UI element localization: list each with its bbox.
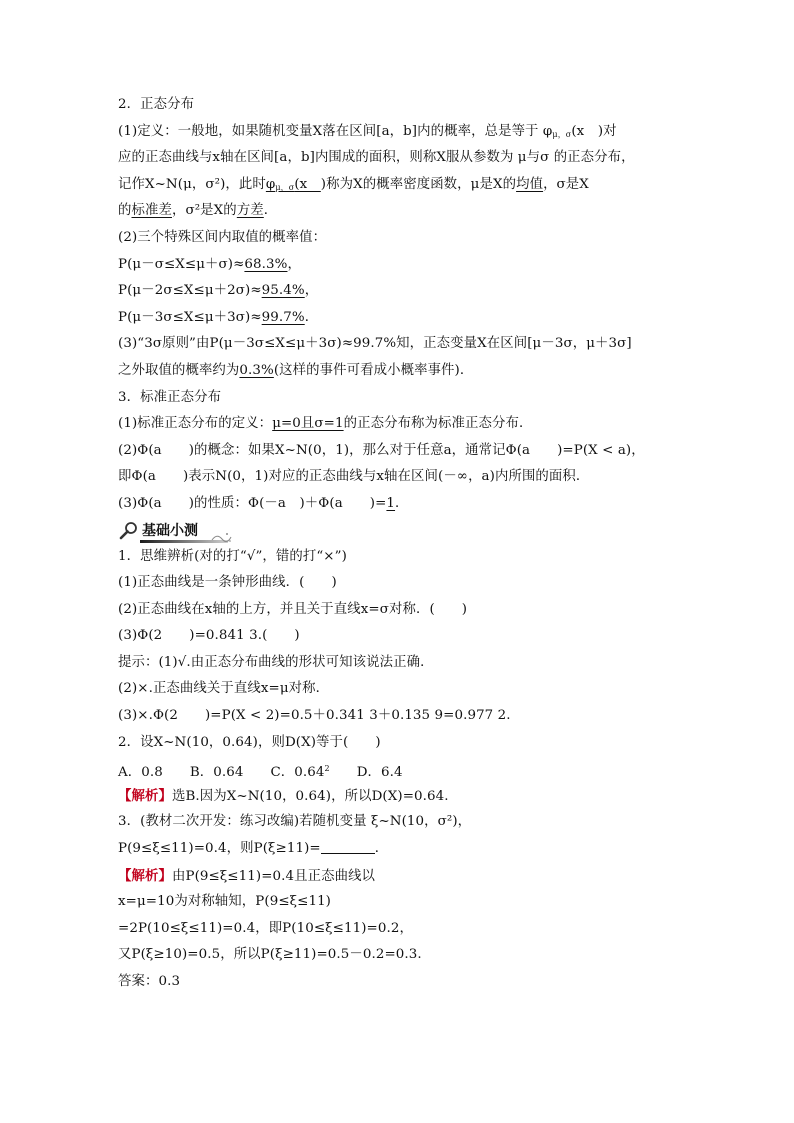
density-function-answer: $\varphi_{\mu,\sigma}(x$ (265, 176, 321, 192)
solution-label: 【解析】 (118, 787, 172, 804)
question-3-solution-1: 【解析】由P(9≤ξ≤11)=0.4且正态曲线以 (118, 867, 376, 884)
basic-quiz-title: 基础小测 (142, 522, 198, 539)
three-intervals-title: (2)三个特殊区间内取值的概率值： (118, 229, 327, 245)
question-3: 3．(教材二次开发：练习改编)若随机变量 ξ~N(10，σ²)， (118, 814, 472, 830)
solution-label: 【解析】 (118, 867, 172, 884)
question-1: 1．思维辨析(对的打“√”，错的打“×”) (118, 548, 347, 564)
definition-line-3: 记作X~N(μ，σ²)，此时$\varphi_{\mu,\sigma}(x$ )称为X的概率密度函数，μ是X的均值，σ是X (118, 176, 589, 192)
phi-concept-2: 即Φ(a )表示N(0，1)对应的正态曲线与x轴在区间(－∞，a)内所围的面积． (118, 469, 590, 485)
prob-2sigma: P(μ－2σ≤X≤μ＋2σ)≈95.4%， (118, 283, 319, 299)
prob-1sigma: P(μ－σ≤X≤μ＋σ)≈68.3%， (118, 256, 301, 272)
question-2-options: A．0.8 B．0.64 C．0.64$^2$ D．6.4 (118, 764, 403, 781)
question-2-solution: 【解析】选B.因为X~N(10，0.64)，所以D(X)=0.64. (118, 787, 449, 804)
question-3-solution-2: x=μ=10为对称轴知，P(9≤ξ≤11) (118, 894, 332, 910)
section-3-title: 3．标准正态分布 (118, 389, 222, 405)
phi-property: (3)Φ(a )的性质：Φ(－a )＋Φ(a )=1． (118, 495, 409, 511)
question-3-solution-4: 又P(ξ≥10)=0.5，所以P(ξ≥11)=0.5－0.2=0.3. (118, 947, 422, 963)
hint-1: 提示：(1)√.由正态分布曲线的形状可知该说法正确． (118, 654, 434, 670)
document-content (118, 92, 688, 996)
definition-line-2: 应的正态曲线与x轴在区间[a，b]内围成的面积，则称X服从参数为 μ与σ 的正态分布， (118, 150, 635, 166)
std-normal-def: (1)标准正态分布的定义：μ=0且σ=1的正态分布称为标准正态分布． (118, 416, 533, 432)
variance-answer: 方差 (236, 203, 264, 219)
answer-line: 答案：0.3 (118, 974, 181, 989)
hint-3: (3)×.Φ(2 )=P(X < 2)=0.5＋0.341 3＋0.135 9=0.977 2. (118, 708, 511, 724)
phi-concept-1: (2)Φ(a )的概念：如果X~N(0，1)，那么对于任意a，通常记Φ(a )=P(X < a)， (118, 442, 645, 458)
three-sigma-rule-1: (3)“3σ原则”由P(μ－3σ≤X≤μ＋3σ)≈99.7%知，正态变量X在区间[μ－3σ，μ＋3σ] (118, 336, 632, 352)
question-1-2: (2)正态曲线在x轴的上方，并且关于直线x=σ对称．( ) (118, 601, 468, 617)
basic-quiz-header (118, 518, 688, 544)
answer-blank (321, 839, 375, 854)
question-1-3: (3)Φ(2 )=0.841 3.( ) (118, 628, 300, 644)
question-1-1: (1)正态曲线是一条钟形曲线．( ) (118, 575, 337, 591)
magnifier-icon (118, 521, 140, 541)
section-2-title: 2．正态分布 (118, 97, 195, 112)
sd-answer: 标准差 (131, 203, 172, 219)
prob-3sigma: P(μ－3σ≤X≤μ＋3σ)≈99.7%． (118, 309, 319, 325)
question-2: 2．设X~N(10，0.64)，则D(X)等于( ) (118, 734, 381, 750)
definition-line-4: 的标准差，σ²是X的方差． (118, 203, 278, 219)
three-sigma-rule-2: 之外取值的概率约为0.3%(这样的事件可看成小概率事件)． (118, 362, 474, 378)
mean-answer: 均值 (516, 176, 544, 192)
question-3-part-b: P(9≤ξ≤11)=0.4，则P(ξ≥11)= ． (118, 841, 389, 857)
definition-line-1: (1)定义：一般地，如果随机变量X落在区间[a，b]内的概率，总是等于 $\varphi_{\mu,\sigma}(x$ )对 (118, 123, 617, 139)
sparkle-icon (210, 530, 232, 544)
hint-2: (2)×.正态曲线关于直线x=μ对称． (118, 681, 330, 697)
question-3-solution-3: =2P(10≤ξ≤11)=0.4，即P(10≤ξ≤11)=0.2， (118, 920, 413, 936)
